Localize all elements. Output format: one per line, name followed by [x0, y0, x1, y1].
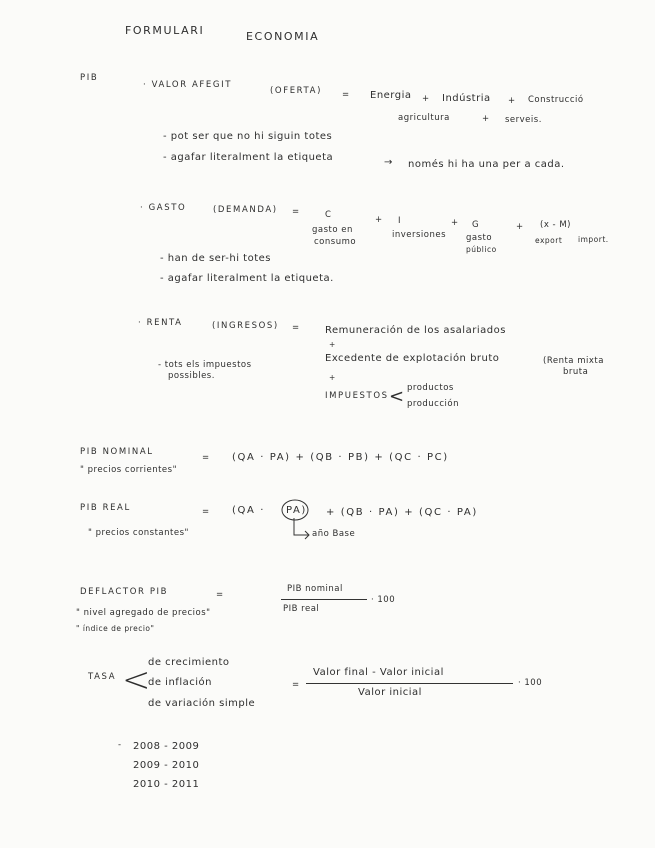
note-agafar-literalment: - agafar literalment la etiqueta: [163, 152, 334, 163]
tasa-denominator: Valor inicial: [358, 687, 422, 698]
plus-sign: +: [329, 373, 336, 382]
fraction-bar: [306, 683, 513, 684]
valor-afegit-heading: · VALOR AFEGIT: [143, 80, 232, 90]
arrow-down-right-icon: [292, 517, 312, 543]
gasto-g-desc: gasto: [466, 233, 493, 243]
equals-sign: =: [292, 207, 300, 217]
gasto-g-desc2: público: [466, 245, 497, 254]
equals-sign: =: [292, 323, 300, 333]
term-serveis: serveis.: [505, 115, 542, 125]
renta-item-impuestos: IMPUESTOS: [325, 391, 389, 401]
note-agafar-literalment-2: - agafar literalment la etiqueta.: [160, 273, 334, 284]
arrow-right-icon: →: [384, 157, 393, 168]
renta-item-remuneracion: Remuneración de los asalariados: [325, 325, 506, 336]
note-possibles: possibles.: [168, 371, 215, 381]
pib-real-circled-pa: PA): [286, 505, 307, 516]
pib-nominal-formula: (QA · PA) + (QB · PB) + (QC · PC): [232, 452, 449, 463]
gasto-heading: · GASTO: [140, 203, 187, 213]
pib-label: PIB: [80, 73, 99, 83]
plus-sign: +: [422, 94, 430, 104]
gasto-x-desc: export: [535, 236, 563, 245]
title-economia: ECONOMIA: [246, 30, 320, 43]
renta-mixta-note2: bruta: [563, 367, 589, 377]
renta-heading: · RENTA: [138, 318, 183, 328]
note-nomes-una: només hi ha una per a cada.: [408, 159, 565, 170]
times-100: · 100: [371, 595, 396, 605]
oferta-label: (OFERTA): [270, 86, 323, 96]
years-2008-2009: 2008 - 2009: [133, 741, 200, 752]
equals-sign: =: [342, 90, 350, 100]
pib-real-formula-rest: + (QB · PA) + (QC · PA): [326, 507, 478, 518]
gasto-i-desc: inversiones: [392, 230, 447, 240]
gasto-xm: (x - M): [540, 220, 571, 230]
gasto-c-desc: gasto en: [312, 225, 353, 235]
indice-de-precio: " índice de precio": [76, 624, 155, 633]
brace-icon: <: [389, 386, 405, 407]
plus-sign: +: [451, 218, 459, 228]
deflactor-label: DEFLACTOR PIB: [80, 587, 169, 597]
pib-real-formula-start: (QA ·: [232, 505, 265, 516]
plus-sign: +: [482, 114, 490, 124]
ano-base: año Base: [312, 529, 356, 539]
pib-nominal-label: PIB NOMINAL: [80, 447, 154, 457]
renta-mixta-note: (Renta mixta: [543, 356, 604, 366]
title-formulari: FORMULARI: [125, 24, 205, 37]
pib-real-label: PIB REAL: [80, 503, 131, 513]
plus-sign: +: [508, 96, 516, 106]
years-2009-2010: 2009 - 2010: [133, 760, 200, 771]
times-100: · 100: [518, 678, 543, 688]
tasa-variacion-simple: de variación simple: [148, 698, 256, 709]
deflactor-numerator: PIB nominal: [287, 584, 343, 594]
impuestos-produccion: producción: [407, 399, 459, 409]
nivel-agregado: " nivel agregado de precios": [76, 608, 211, 618]
list-dash: -: [118, 740, 122, 750]
precios-constantes: " precios constantes": [88, 528, 189, 538]
renta-item-excedente: Excedente de explotación bruto: [325, 353, 500, 364]
term-industria: Indústria: [442, 93, 491, 104]
equals-sign: =: [202, 453, 210, 463]
deflactor-denominator: PIB real: [283, 604, 320, 614]
gasto-c: C: [325, 210, 332, 220]
precios-corrientes: " precios corrientes": [80, 465, 178, 475]
impuestos-productos: productos: [407, 383, 454, 393]
equals-sign: =: [202, 507, 210, 517]
gasto-m-desc: import.: [578, 235, 609, 244]
term-agricultura: agricultura: [398, 113, 450, 123]
tasa-crecimiento: de crecimiento: [148, 657, 230, 668]
tasa-numerator: Valor final - Valor inicial: [313, 667, 444, 678]
years-2010-2011: 2010 - 2011: [133, 779, 200, 790]
term-energia: Energia: [370, 90, 412, 101]
tasa-label: TASA: [88, 672, 117, 682]
brace-icon: <: [122, 660, 151, 700]
gasto-g: G: [472, 220, 480, 230]
equals-sign: =: [216, 590, 224, 600]
note-pot-ser: - pot ser que no hi siguin totes: [163, 131, 333, 142]
ingresos-label: (INGRESOS): [212, 321, 279, 331]
note-tots-impuestos: - tots els impuestos: [158, 360, 252, 370]
plus-sign: +: [329, 340, 336, 349]
plus-sign: +: [375, 215, 383, 225]
demanda-label: (DEMANDA): [213, 205, 278, 215]
plus-sign: +: [516, 222, 524, 232]
gasto-c-desc2: consumo: [314, 237, 357, 247]
note-han-de-ser: - han de ser-hi totes: [160, 253, 272, 264]
gasto-i: I: [398, 216, 402, 226]
term-construccio: Construcció: [528, 95, 584, 105]
tasa-inflacion: de inflación: [148, 677, 212, 688]
fraction-bar: [281, 599, 367, 600]
equals-sign: =: [292, 680, 300, 690]
